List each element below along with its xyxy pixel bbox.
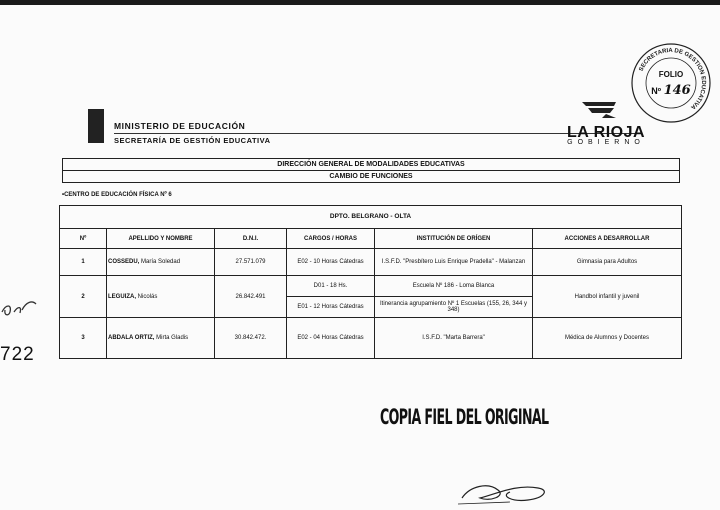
folio-prefix: Nº [651, 86, 662, 96]
margin-number: 722 [0, 344, 35, 365]
direction-title: DIRECCIÓN GENERAL DE MODALIDADES EDUCATIVAS [277, 161, 465, 168]
gobierno-label: GOBIERNO [567, 139, 645, 146]
ministry-title: MINISTERIO DE EDUCACIÓN [114, 121, 246, 131]
row3-given: Mirta Gladis [156, 335, 189, 341]
row1-cargo: E02 - 10 Horas Cátedras [297, 259, 364, 265]
folio-label: FOLIO [658, 70, 684, 79]
row2-num: 2 [81, 293, 85, 300]
row3-num: 3 [81, 335, 85, 341]
row1-dni: 27.571.079 [235, 259, 266, 265]
row2-institucion-1: Escuela Nº 186 - Loma Blanca [412, 283, 495, 289]
row1-institucion: I.S.F.D. "Presbítero Luis Enrique Pradella" - Malanzan [381, 259, 526, 265]
row2-cargo-1: D01 - 18 Hs. [313, 283, 348, 289]
ministry-logo [88, 109, 104, 143]
col-header-dni: D.N.I. [242, 235, 259, 242]
row2-given: Nicolás [137, 293, 158, 300]
row2-cargo-2: E01 - 12 Horas Cátedras [297, 304, 364, 310]
folio-number [630, 83, 712, 98]
row2-surname: LEGUIZA, [108, 293, 136, 300]
la-rioja-emblem-icon [580, 100, 620, 120]
row1-name [108, 249, 214, 275]
staff-table [59, 205, 682, 359]
row1-num: 1 [81, 259, 85, 265]
secretary-title: SECRETARÍA DE GESTIÓN EDUCATIVA [114, 136, 271, 145]
row3-cargo: E02 - 04 Horas Cátedras [297, 335, 364, 341]
resolution-header-box [62, 158, 680, 183]
row2-institucion-2: Itinerancia agrupamiento Nº 1 Escuelas (155, 26, 344 y 348) [380, 301, 527, 313]
row2-dni: 26.842.491 [235, 293, 266, 300]
row3-acciones: Médica de Alumnos y Docentes [564, 335, 650, 341]
row1-surname: COSSEDU, [108, 259, 140, 265]
centro-label: •CENTRO DE EDUCACIÓN FÍSICA Nº 6 [62, 192, 172, 198]
row3-dni: 30.842.472. [234, 335, 267, 341]
col-header-institucion: INSTITUCIÓN DE ORÍGEN [416, 235, 491, 242]
department-label: DPTO. BELGRANO - OLTA [329, 213, 412, 220]
margin-handwriting [0, 282, 40, 322]
la-rioja-name: LA RIOJA [566, 124, 646, 141]
col-header-num: Nº [79, 235, 87, 242]
row3-institucion: I.S.F.D. "Marta Barrera" [422, 335, 485, 341]
handwritten-signature [440, 472, 560, 510]
copia-fiel-stamp: COPIA FIEL DEL ORIGINAL [380, 405, 549, 429]
col-header-cargos: CARGOS / HORAS [303, 235, 357, 242]
row2-name [108, 276, 214, 317]
row1-given: María Soledad [141, 259, 181, 265]
change-of-functions-title: CAMBIO DE FUNCIONES [63, 170, 679, 182]
scan-top-edge [0, 0, 720, 5]
row1-acciones: Gimnasia para Adultos [576, 259, 638, 265]
stamp-ring-text: SECRETARIA DE GESTION EDUCATIVA [638, 47, 707, 111]
col-header-name: APELLIDO Y NOMBRE [128, 235, 193, 242]
folio-value: 146 [663, 83, 691, 98]
col-header-acciones: ACCIONES A DESARROLLAR [564, 235, 650, 242]
row3-surname: ABDALA ORTIZ, [108, 335, 155, 341]
row2-acciones: Handbol infantil y juvenil [574, 293, 640, 300]
row3-name [108, 318, 214, 358]
folio-stamp [630, 42, 712, 124]
table-grid [60, 228, 681, 358]
